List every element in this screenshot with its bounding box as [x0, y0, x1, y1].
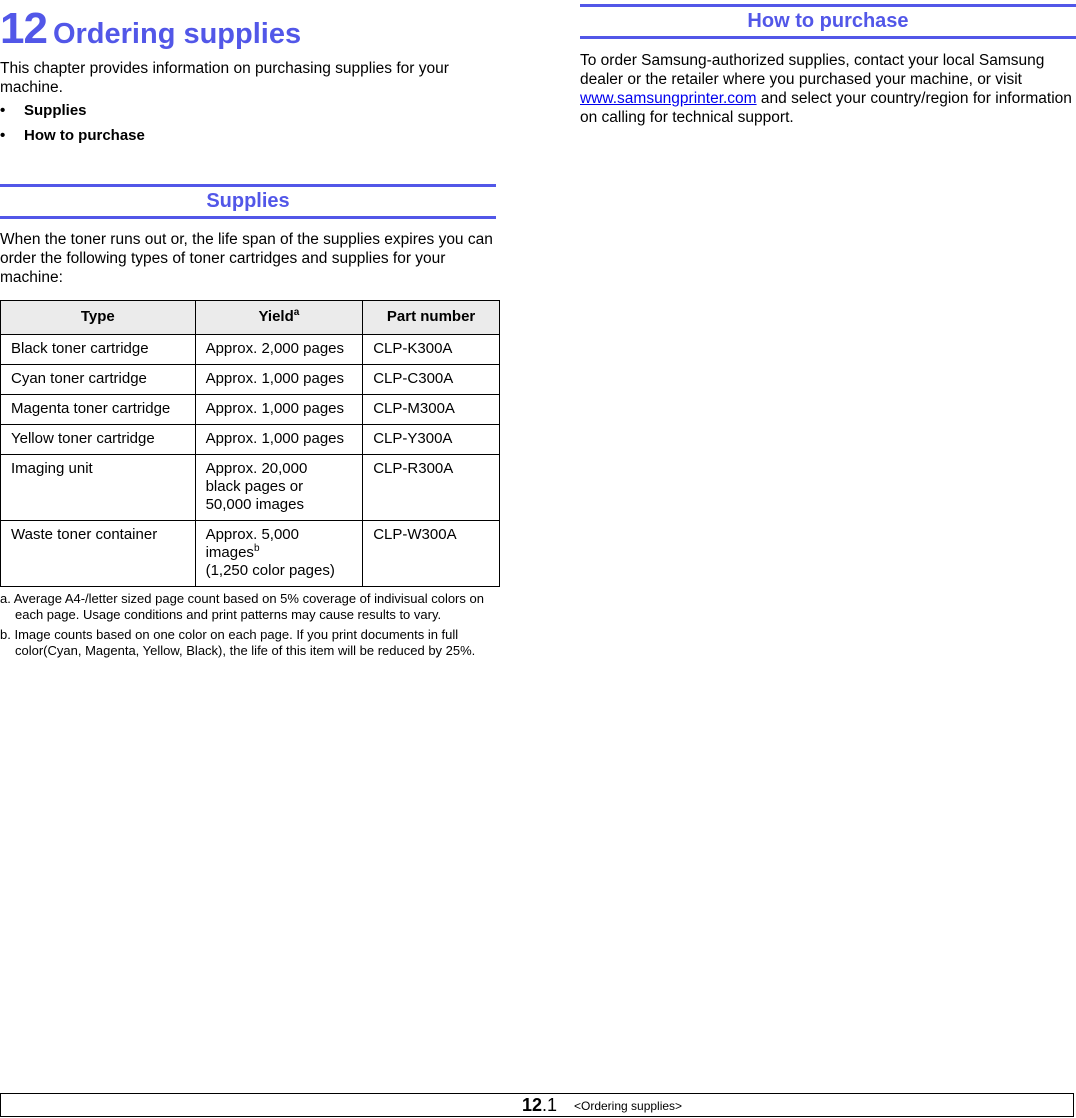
chapter-name: Ordering supplies	[52, 18, 302, 50]
footer-chapter-label: <Ordering supplies>	[574, 1099, 683, 1113]
page-number-minor: .1	[542, 1095, 558, 1115]
table-row	[1, 335, 500, 365]
toc-item[interactable]	[0, 126, 145, 151]
table-row	[1, 455, 500, 521]
yield-line: (1,250 color pages)	[205, 562, 335, 579]
header-type: Type	[1, 301, 196, 335]
chapter-toc	[0, 101, 145, 151]
cell-yield: Approx. 2,000 pages	[195, 335, 363, 365]
cell-yield	[195, 521, 363, 587]
yield-line: 50,000 images	[205, 496, 304, 513]
purchase-description	[580, 51, 1076, 127]
footnote-a: a. Average A4-/letter sized page count based on 5% coverage of indivisual colors on each page. Usage conditions and print patterns may cause results to vary.	[0, 591, 484, 622]
purchase-text-after: and select your country/region for information on calling for technical support.	[580, 90, 1072, 126]
cell-part-number: CLP-W300A	[363, 521, 500, 587]
cell-part-number: CLP-R300A	[363, 455, 500, 521]
bullet-icon: •	[0, 127, 6, 144]
how-to-purchase-heading: How to purchase	[580, 4, 1076, 39]
cell-part-number: CLP-M300A	[363, 395, 500, 425]
table-row	[1, 395, 500, 425]
cell-yield: Approx. 1,000 pages	[195, 425, 363, 455]
cell-yield: Approx. 1,000 pages	[195, 395, 363, 425]
page-footer	[0, 1093, 1074, 1117]
footnote-ref-b: b	[253, 543, 260, 554]
footnote-ref-a: a	[293, 307, 300, 318]
footnote-b: b. Image counts based on one color on each page. If you print documents in full color(Cyan, Magenta, Yellow, Black), the life of this item will be reduced by 25%.	[0, 627, 476, 658]
cell-yield: Approx. 1,000 pages	[195, 365, 363, 395]
table-row	[1, 425, 500, 455]
table-header-row	[1, 301, 500, 335]
supplies-heading: Supplies	[0, 184, 496, 219]
cell-part-number: CLP-Y300A	[363, 425, 500, 455]
supplies-description: When the toner runs out or, the life span of the supplies expires you can order the following types of toner cartridges and supplies for your machine:	[0, 231, 493, 286]
bullet-icon: •	[0, 102, 6, 119]
cell-type: Black toner cartridge	[1, 335, 196, 365]
table-row	[1, 365, 500, 395]
cell-part-number: CLP-K300A	[363, 335, 500, 365]
yield-line: Approx. 5,000	[205, 526, 299, 543]
header-yield	[195, 301, 363, 335]
cell-type: Yellow toner cartridge	[1, 425, 196, 455]
page-number-major: 12	[522, 1095, 543, 1115]
supplies-table	[0, 300, 500, 587]
toc-item[interactable]	[0, 101, 145, 126]
header-yield-label: Yield	[258, 308, 294, 325]
page-number	[522, 1095, 557, 1116]
cell-part-number: CLP-C300A	[363, 365, 500, 395]
toc-item-label: How to purchase	[24, 127, 145, 144]
chapter-title	[0, 4, 301, 54]
table-footnotes	[0, 591, 498, 663]
cell-type: Magenta toner cartridge	[1, 395, 196, 425]
cell-type: Cyan toner cartridge	[1, 365, 196, 395]
header-part-number: Part number	[363, 301, 500, 335]
purchase-text-before: To order Samsung-authorized supplies, contact your local Samsung dealer or the retailer where you purchased your machine, or visit	[580, 52, 1045, 88]
chapter-number: 12	[0, 4, 47, 53]
chapter-intro: This chapter provides information on purchasing supplies for your machine.	[0, 60, 449, 96]
cell-type: Waste toner container	[1, 521, 196, 587]
samsung-printer-link[interactable]: www.samsungprinter.com	[580, 90, 757, 107]
table-row	[1, 521, 500, 587]
toc-item-label: Supplies	[24, 102, 87, 119]
cell-type: Imaging unit	[1, 455, 196, 521]
cell-yield	[195, 455, 363, 521]
yield-line: Approx. 20,000	[205, 460, 308, 477]
yield-line: images	[205, 544, 254, 561]
yield-line: black pages or	[205, 478, 304, 495]
